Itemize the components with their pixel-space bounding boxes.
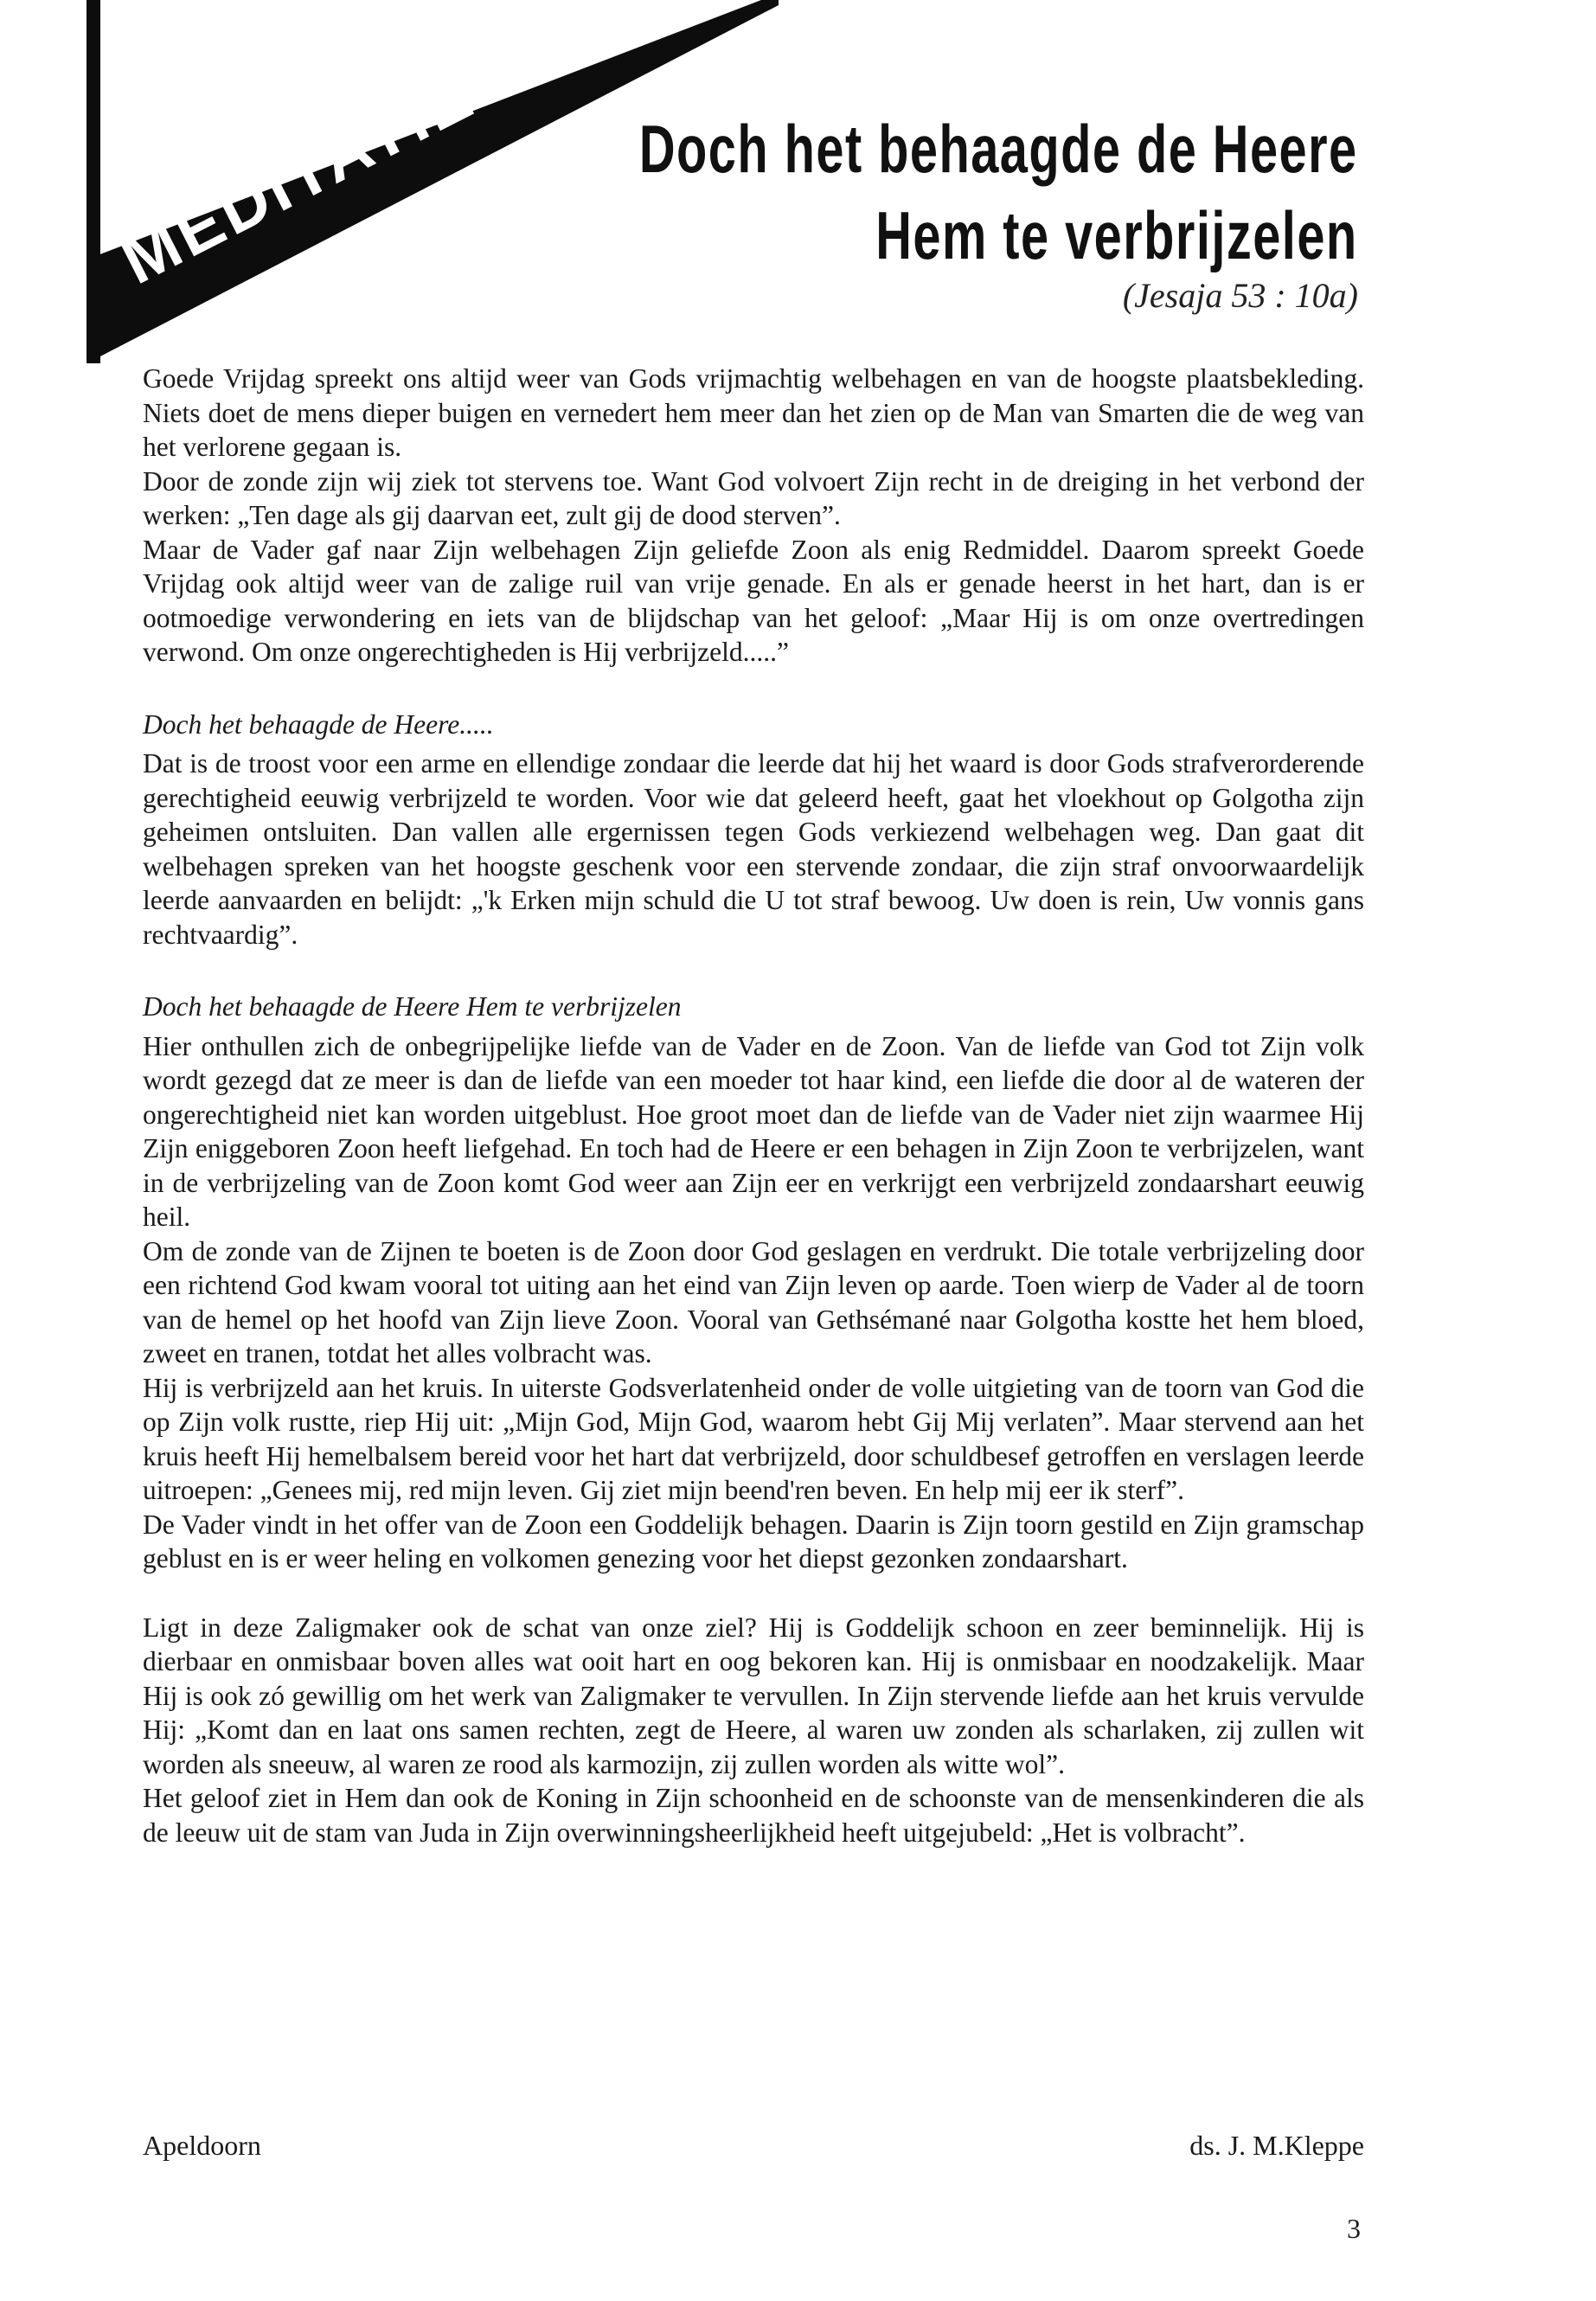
paragraph-7: Hij is verbrijzeld aan het kruis. In uiterste Godsverlatenheid onder de volle uitgieting van de toorn van God die op Zijn volk rustte, riep Hij uit: „Mijn God, Mijn God, waarom hebt Gij Mij verlaten”. Maar stervend aan het kruis heeft Hij hemelbalsem bereid voor het hart dat verbrijzeld, door schuldbesef getroffen en verslagen leerde uitroepen: „Genees mij, red mijn leven. Gij ziet mijn beend'ren beven. En help mij eer ik sterf”. <box>143 1372 1364 1505</box>
paragraph-5: Hier onthullen zich de onbegrijpelijke liefde van de Vader en de Zoon. Van de liefde van God tot Zijn volk wordt gezegd dat ze meer is dan de liefde van een moeder tot haar kind, een liefde die door al de wateren der ongerechtigheid niet kan worden uitgeblust. Hoe groot moet dan de liefde van de Vader niet zijn waarmee Hij Zijn eniggeboren Zoon heeft liefgehad. En toch had de Heere er een behagen in Zijn Zoon te verbrijzelen, want in de verbrijzeling van de Zoon komt God weer aan Zijn eer en verkrijgt een verbrijzeld zondaarshart eeuwig heil. <box>143 1030 1364 1232</box>
page-title <box>639 106 1358 279</box>
banner-label: MEDITATIE <box>108 55 486 299</box>
signature-place: Apeldoorn <box>143 2130 261 2161</box>
paragraph-9: Ligt in deze Zaligmaker ook de schat van onze ziel? Hij is Goddelijk schoon en zeer beminnelijk. Hij is dierbaar en onmisbaar boven alles wat ooit hart en oog bekoren kan. Hij is onmisbaar en noodzakelijk. Maar Hij is ook zó gewillig om het werk van Zaligmaker te vervullen. In Zijn stervende liefde aan het kruis vervulde Hij: „Komt dan en laat ons samen rechten, zegt de Heere, al waren uw zonden als scharlaken, zij zullen wit worden als sneeuw, al waren ze rood als karmozijn, zij zullen worden als witte wol”. <box>143 1612 1364 1779</box>
paragraph-8: De Vader vindt in het offer van de Zoon een Goddelijk behagen. Daarin is Zijn toorn gestild en Zijn gramschap geblust en is er weer heling en volkomen genezing voor het diepst gezonken zondaarshart. <box>143 1509 1364 1574</box>
section-heading-1: Doch het behaagde de Heere..... <box>143 708 494 740</box>
title-line-2: Hem te verbrijzelen <box>875 197 1358 273</box>
paragraph-1: Goede Vrijdag spreekt ons altijd weer van Gods vrijmachtig welbehagen en van de hoogste plaatsbekleding. Niets doet de mens dieper buigen en vernedert hem meer dan het zien op de Man van Smarten die de weg van het verlorene gegaan is. <box>143 363 1364 462</box>
paragraph-10: Het geloof ziet in Hem dan ook de Koning in Zijn schoonheid en de schoonste van de mensenkinderen die als de leeuw uit de stam van Juda in Zijn overwinningsheerlijkheid heeft uitgejubeld: „Het is volbracht”. <box>143 1783 1364 1848</box>
signature-author: ds. J. M.Kleppe <box>1189 2130 1364 2161</box>
paragraph-6: Om de zonde van de Zijnen te boeten is de Zoon door God geslagen en verdrukt. Die totale verbrijzeling door een richtend God kwam vooral tot uiting aan het eind van Zijn leven op aarde. Toen wierp de Vader al de toorn van de hemel op het hoofd van Zijn lieve Zoon. Vooral van Gethsémané naar Golgotha kostte het hem bloed, zweet en tranen, totdat het alles volbracht was. <box>143 1235 1364 1368</box>
paragraph-2: Door de zonde zijn wij ziek tot stervens toe. Want God volvoert Zijn recht in de dreiging in het verbond der werken: „Ten dage als gij daarvan eet, zult gij de dood sterven”. <box>143 465 1364 530</box>
article-body <box>143 362 1364 1849</box>
section-heading-2: Doch het behaagde de Heere Hem te verbrijzelen <box>143 991 682 1022</box>
scripture-reference: (Jesaja 53 : 10a) <box>1122 276 1358 315</box>
page-number: 3 <box>1347 2213 1361 2244</box>
title-line-1: Doch het behaagde de Heere <box>639 111 1358 187</box>
paragraph-3: Maar de Vader gaf naar Zijn welbehagen Zijn geliefde Zoon als enig Redmiddel. Daarom spreekt Goede Vrijdag ook altijd weer van de zalige ruil van vrije genade. En als er genade heerst in het hart, dan is er ootmoedige verwondering en iets van de blijdschap van het geloof: „Maar Hij is om onze overtredingen verwond. Om onze ongerechtigheden is Hij verbrijzeld.....” <box>143 534 1364 667</box>
paragraph-4: Dat is de troost voor een arme en ellendige zondaar die leerde dat hij het waard is door Gods strafverorderende gerechtigheid eeuwig verbrijzeld te worden. Voor wie dat geleerd heeft, gaat het vloekhout op Golgotha zijn geheimen ontsluiten. Dan vallen alle ergernissen tegen Gods verkiezend welbehagen weg. Dan gaat dit welbehagen spreken van het hoogste geschenk voor een stervende zondaar, die zijn straf onvoorwaardelijk leerde aanvaarden en belijdt: „'k Erken mijn schuld die U tot straf bewoog. Uw doen is rein, Uw vonnis gans rechtvaardig”. <box>143 748 1364 950</box>
